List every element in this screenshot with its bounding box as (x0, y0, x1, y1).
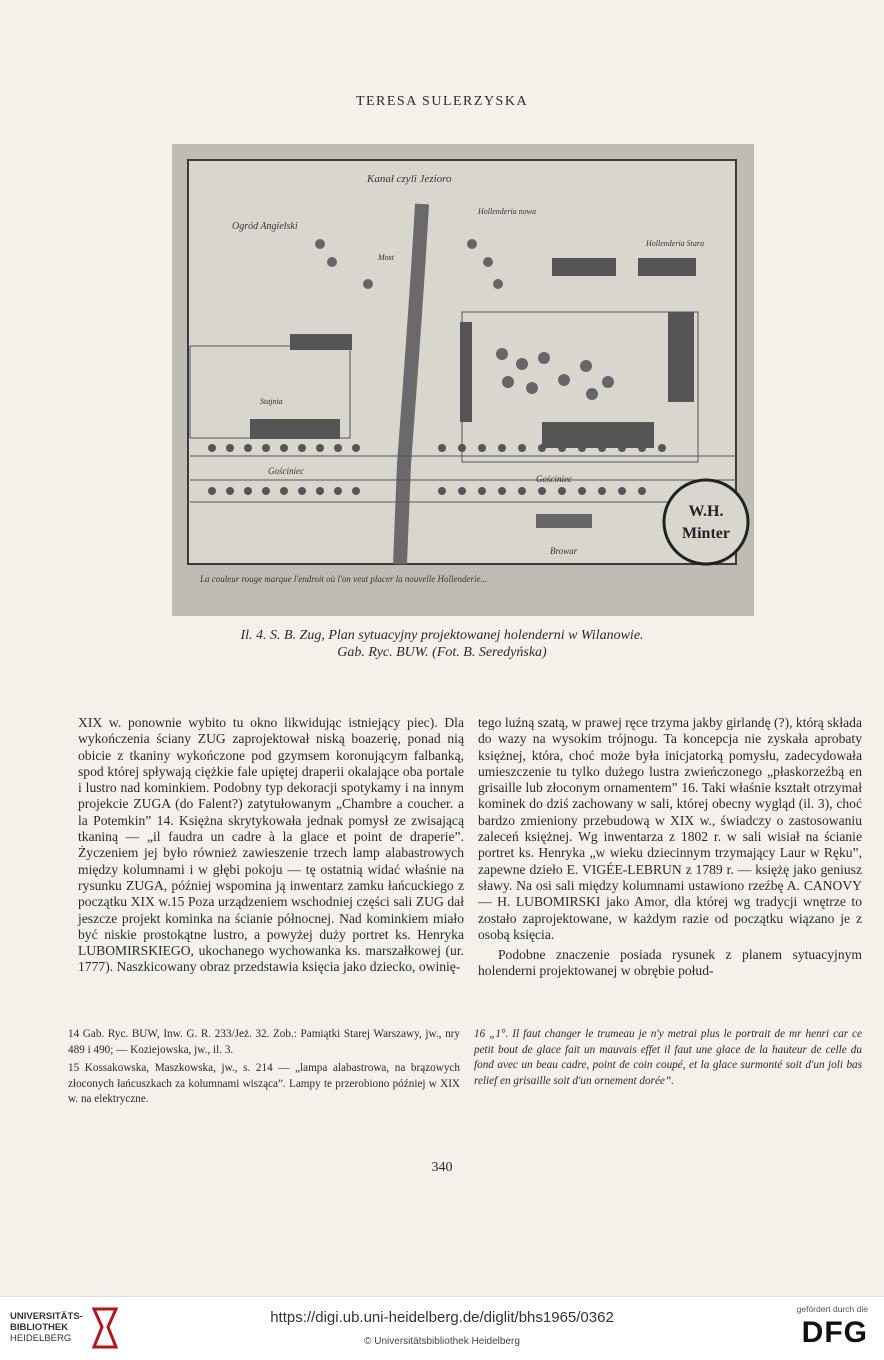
library-line-3: HEIDELBERG (10, 1333, 72, 1344)
body-right-paragraph-1: tego luźną szatą, w prawej ręce trzyma jakby girlandę (?), którą składa do wazy na wysokim trójnogu. Ta koncepcja nie zyskała aprobaty księżnej, która, choć może była inicjatorką pomysłu, zadecydowała umieszczenie tu tylko dużego lustra zwieńczonego „płaskorzeźbą en grisaille lub złoconym ornamentem” 16. Taki właśnie kształt otrzymał kominek do dziś zachowany w sali, której obecny wygląd (il. 3), choć bardzo zmieniony przebudową w XIX w., świadczy o zastosowaniu zaleceń księżnej. Wg inwentarza z 1802 r. w sali wisiał na ścianie portret ks. Henryka „w wieku dziecinnym trzymający Laur w Ręku”, zapewne dzieło E. VIGÉE-LEBRUN z 1789 r. — księżę jako geniusz sławy. Na osi sali między kolumnami ustawiono rzeźbę A. CANOVY — H. LUBOMIRSKI jako Amor, dla której wg tradycji wnętrze to zostało zaprojektowane, w każdym razie od początku wiązano je z osobą księcia. (478, 715, 862, 942)
label-gosciniec-right: Gościniec (536, 474, 572, 484)
building-8 (536, 514, 592, 528)
footnotes-right (474, 1027, 862, 1092)
building-1 (552, 258, 616, 276)
caption-line-2: Gab. Ryc. BUW. (Fot. B. Seredyńska) (337, 645, 547, 660)
caption-line-1: Il. 4. S. B. Zug, Plan sytuacyjny projektowanej holenderni w Wilanowie. (240, 628, 644, 643)
body-left-paragraph: XIX w. ponownie wybito tu okno likwidując istniejący piec). Dla wykończenia ściany ZUG zaprojektował niską boazerię, ponad nią obicie z tkaniny wykończone pod gzymsem koronującym falbanką, spod której spływają ciężkie fale upiętej draperii okalające oba portale i lustro nad kominkiem. Podobny typ dekoracji spotykamy i na innym projekcie ZUGA (do Falent?) zatytułowanym „Chambre a coucher. a la Potemkin” 14. Księżna skrytykowała jednak pomysł ze zwisającą tkaniną — „il faudra un cadre à la glace et point de draperie”. Życzeniem jej było również zawieszenie trzech lamp alabastrowych między kolumnami i w głębi pokoju — tę ostatnią widać właśnie na rysunku ZUGA, później wspomina ją inwentarz zamku łańcuckiego z początku XIX w.15 Poza urządzeniem wschodniej części sali ZUG dał jeszcze projekt kominka na ścianie północnej. Nad kominkiem miało być niskie prostokątne lustro, a powyżej duży portret ks. Henryka LUBOMIRSKIEGO, ukochanego wychowanka ks. marszałkowej (ur. 1777). Naszkicowany obraz przedstawia księcia jako dziecko, owinię- (78, 715, 464, 975)
library-line-1: UNIVERSITÄTS- (10, 1311, 83, 1322)
figure-caption (110, 627, 774, 661)
building-4 (668, 312, 694, 402)
footnote-14: 14 Gab. Ryc. BUW, Inw. G. R. 233/Jeż. 32. Zob.: Pamiątki Starej Warszawy, jw., nry 489 i 490; — Koziejowska, jw., il. 3. (68, 1028, 460, 1056)
body-column-right (478, 715, 862, 980)
footnote-16: 16 „1°. Il faut changer le trumeau je n'y metrai plus le portrait de mr henri car ce petit bout de glace fait un mauvais effet il faut une glace de la hauteur de celle du fond avec un beau cadre, point de coin coupé, et la glace surmonté soit d'un joli bas relief en grisaille soit d'un ornement dorée”. (474, 1028, 862, 1087)
viewer-footer (0, 1296, 884, 1360)
site-plan-drawing (172, 144, 754, 616)
building-5 (542, 422, 654, 448)
label-most: Most (378, 253, 394, 262)
building-7 (290, 334, 352, 350)
building-2 (638, 258, 696, 276)
body-column-left (78, 715, 464, 976)
label-gosciniec-left: Gościniec (268, 466, 304, 476)
permalink-url[interactable]: https://digi.ub.uni-heidelberg.de/diglit/bhs1965/0362 (270, 1309, 614, 1326)
plan-annotation: La couleur rouge marque l'endroit où l'on veut placer la nouvelle Hollenderie... (200, 574, 488, 584)
label-hollander-new: Hollenderia nowa (478, 207, 536, 216)
stamp-line1: W.H. (688, 503, 724, 520)
label-hollander-old: Hollenderia Stara (646, 239, 704, 248)
label-garden: Ogród Angielski (232, 221, 298, 232)
library-line-2: BIBLIOTHEK (10, 1322, 69, 1333)
label-stajnia: Stajnia (260, 397, 283, 406)
footnotes-left (68, 1027, 460, 1111)
dfg-logo[interactable]: DFG (801, 1316, 868, 1349)
building-6 (250, 419, 340, 439)
stamp-line2: Minter (682, 525, 730, 542)
funded-by-text: gefördert durch die (796, 1304, 868, 1314)
figure-site-plan (172, 144, 754, 616)
label-canal: Kanał czyli Jezioro (367, 173, 452, 185)
page-number: 340 (431, 1160, 453, 1175)
copyright-text: © Universitätsbibliothek Heidelberg (364, 1336, 520, 1347)
body-right-paragraph-2: Podobne znaczenie posiada rysunek z planem sytuacyjnym holenderni projektowanej w obrębie połud- (478, 947, 862, 979)
footnote-15: 15 Kossakowska, Maszkowska, jw., s. 214 — „lampa alabastrowa, na brązowych złoconych łańcuszkach za kolumnami wisząca”. Lampy te przerobiono później w XIX w. na elektryczne. (68, 1062, 460, 1105)
label-browar: Browar (550, 546, 578, 556)
running-head: TERESA SULERZYSKA (355, 94, 529, 109)
minter-stamp (664, 480, 748, 564)
